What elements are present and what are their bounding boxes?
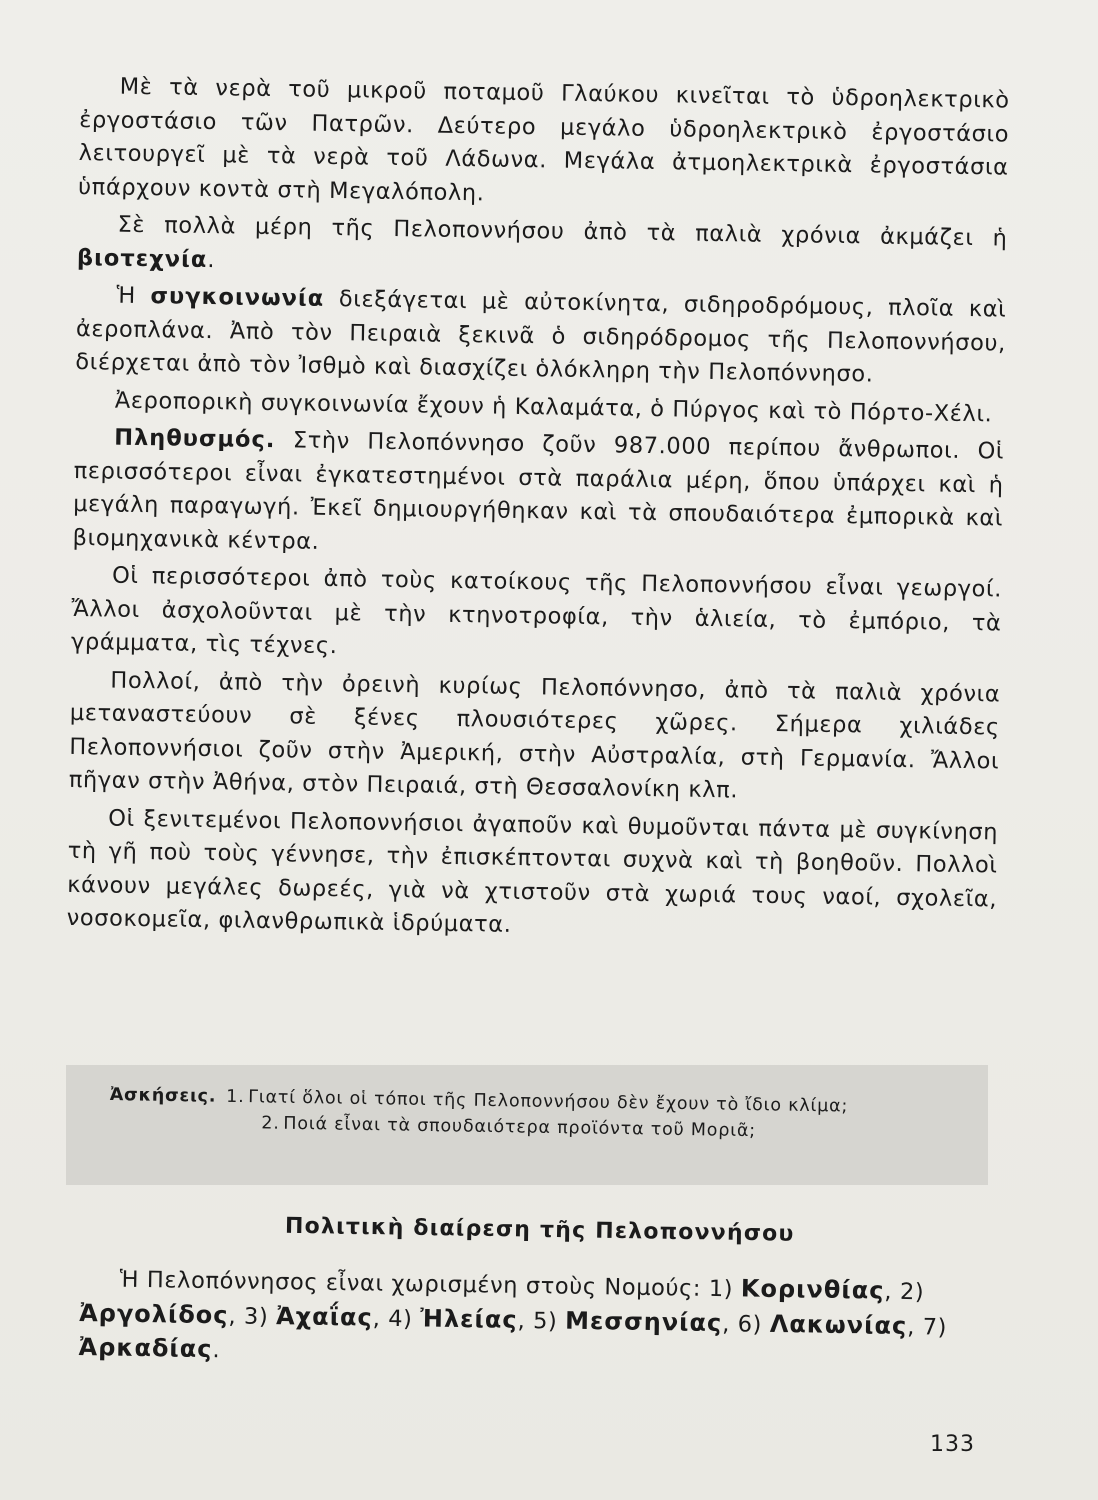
section-heading: Πολιτικὴ διαίρεση τῆς Πελοποννήσου bbox=[284, 1213, 795, 1247]
paragraph-occupations: Οἱ περισσότεροι ἀπὸ τοὺς κατοίκους τῆς Πελοποννήσου εἶναι γεωργοί. Ἄλλοι ἀσχολοῦνται μὲ τὴν κτηνοτροφία, τὴν ἁλιεία, τὸ ἐμπόριο, τὰ γράμματα, τὶς τέχνες. bbox=[70, 562, 1003, 660]
population-text: Στὴν Πελοπόννησο ζοῦν 987.000 περίπου ἄνθρωποι. Οἱ περισσότεροι εἶναι ἐγκατεστημένοι στὰ παράλια μέρη, ὅπου ὑπάρχει καὶ ἡ μεγάλη παραγωγή. Ἐκεῖ δημιουργήθηκαν καὶ τὰ σπουδαιότερα ἐμπορικὰ καὶ βιομηχανικὰ κέντρα. bbox=[72, 427, 1005, 555]
exercise-text: Ποιά εἶναι τὰ σπουδαιότερα προϊόντα τοῦ Μοριᾶ; bbox=[283, 1113, 757, 1142]
paragraph-hydro-factories: Μὲ τὰ νερὰ τοῦ μικροῦ ποταμοῦ Γλαύκου κινεῖται τὸ ὑδροηλεκτρικὸ ἐργοστάσιο τῶν Πατρῶν. Δεύτερο μεγάλο ὑδροηλεκτρικὸ ἐργοστάσιο λειτουργεῖ μὲ τὰ νερὰ τοῦ Λάδωνα. Μεγάλα ἀτμοηλεκτρικὰ ἐργοστάσια ὑπάρχουν κοντὰ στὴ Μεγαλόπολη. bbox=[77, 73, 1010, 206]
paragraph-emigration: Πολλοί, ἀπὸ τὴν ὀρεινὴ κυρίως Πελοπόννησο, ἀπὸ τὰ παλιὰ χρόνια μεταναστεύουν σὲ ξένες πλουσιότερες χῶρες. Σήμερα χιλιάδες Πελοποννήσιοι ζοῦν στὴν Ἀμερική, στὴν Αὐστραλία, στὴ Γερμανία. Ἄλλοι πῆγαν στὴν Ἀθήνα, στὸν Πειραιά, στὴ Θεσσαλονίκη κλπ. bbox=[68, 667, 1001, 804]
exercise-number: 2. bbox=[261, 1113, 280, 1134]
body-text bbox=[66, 70, 1010, 954]
exercise-text: Γιατί ὅλοι οἱ τόποι τῆς Πελοποννήσου δὲν ἔχουν τὸ ἴδιο κλίμα; bbox=[248, 1087, 849, 1117]
paragraph-air-transport: Ἀεροπορικὴ συγκοινωνία ἔχουν ἡ Καλαμάτα, ὁ Πύργος καὶ τὸ Πόρτο-Χέλι. bbox=[114, 387, 993, 427]
crafts-end: . bbox=[207, 246, 216, 273]
paragraph-transport bbox=[75, 279, 1006, 394]
transport-term: συγκοινωνία bbox=[150, 283, 325, 312]
prefecture-number: 1) bbox=[708, 1275, 734, 1303]
crafts-text: Σὲ πολλὰ μέρη τῆς Πελοποννήσου ἀπὸ τὰ παλιὰ χρόνια ἀκμάζει ἡ bbox=[117, 211, 1008, 252]
page-number: 133 bbox=[930, 1432, 975, 1457]
prefecture-name: Ἀργολίδος bbox=[78, 1298, 229, 1329]
prefectures-paragraph: Ἡ Πελοπόννησος εἶναι χωρισμένη στοὺς Νομούς: 1) Κορινθίας, 2) Ἀργολίδος, 3) Ἀχαΐας, 4) Ἠλείας, 5) Μεσσηνίας, 6) Λακωνίας, 7) Ἀρκαδίας. bbox=[78, 1266, 948, 1364]
prefecture-number: 5) bbox=[532, 1307, 558, 1335]
exercises-heading: Ἀσκήσεις. bbox=[109, 1084, 217, 1107]
paragraph-population bbox=[72, 421, 1004, 570]
prefecture-name: Ἀχαΐας bbox=[275, 1301, 373, 1332]
exercise-number: 1. bbox=[226, 1086, 245, 1108]
prefecture-number: 3) bbox=[243, 1303, 269, 1330]
paragraph-expatriates: Οἱ ξενιτεμένοι Πελοποννήσιοι ἀγαποῦν καὶ θυμοῦνται πάντα μὲ συγκίνηση τὴ γῆ ποὺ τοὺς γέννησε, τὴν ἐπισκέπτονται συχνὰ καὶ τὴ βοηθοῦν. Πολλοὶ κάνουν μεγάλες δωρεές, γιὰ νὰ χτιστοῦν στὰ χωριά τους ναοί, σχολεῖα, νοσοκομεῖα, φιλανθρωπικὰ ἱδρύματα. bbox=[66, 805, 999, 938]
prefecture-name: Λακωνίας bbox=[769, 1309, 908, 1340]
prefecture-number: 2) bbox=[899, 1278, 925, 1306]
prefecture-name: Ἀρκαδίας bbox=[78, 1332, 213, 1364]
crafts-term: βιοτεχνία bbox=[76, 244, 208, 273]
prefecture-number: 4) bbox=[387, 1305, 413, 1332]
transport-text: διεξάγεται μὲ αὐτοκίνητα, σιδηροδρόμους, πλοῖα καὶ ἀεροπλάνα. Ἀπὸ τὸν Πειραιὰ ξεκινᾶ ὁ σιδηρόδρομος τῆς Πελοποννήσου, διέρχεται ἀπὸ τὸν Ἰσθμὸ καὶ διασχίζει ὁλόκληρη τὴν Πελοπόννησο. bbox=[75, 285, 1007, 388]
prefecture-name: Μεσσηνίας bbox=[564, 1306, 723, 1337]
prefectures-intro: Ἡ Πελοπόννησος εἶναι χωρισμένη στοὺς Νομούς: bbox=[119, 1266, 710, 1302]
population-term: Πληθυσμός. bbox=[114, 424, 276, 454]
prefecture-name: Ἠλείας bbox=[420, 1303, 518, 1334]
transport-lead: Ἡ bbox=[116, 282, 151, 310]
prefecture-name: Κορινθίας bbox=[740, 1274, 885, 1305]
indent bbox=[80, 1286, 120, 1287]
prefecture-number: 6) bbox=[737, 1310, 763, 1338]
prefecture-number: 7) bbox=[922, 1313, 948, 1341]
paragraph-crafts bbox=[77, 208, 1008, 290]
